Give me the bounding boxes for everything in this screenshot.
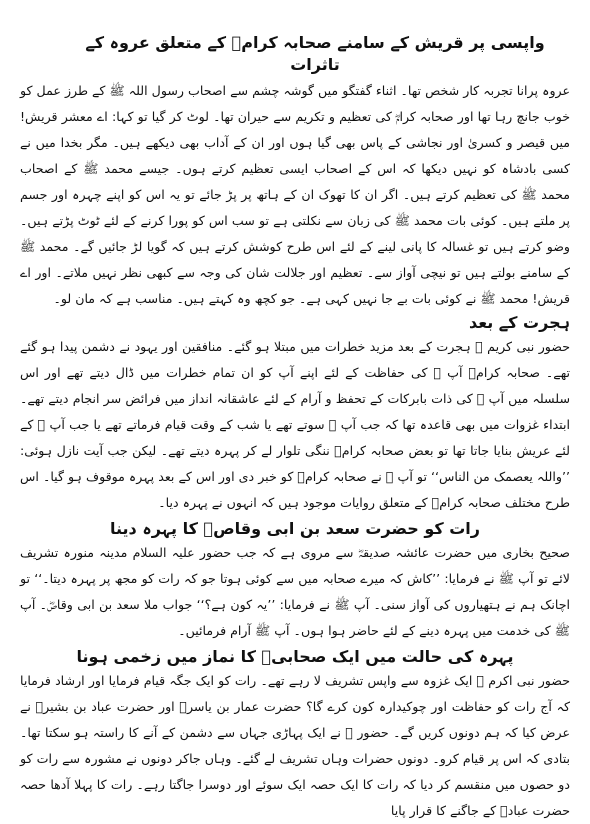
section-saad-guard xyxy=(20,518,570,644)
section-paragraph: حضور نبی اکرم ﷺ ایک غزوہ سے واپس تشریف لا رہے تھے۔ رات کو ایک جگہ قیام فرمایا اور ارشاد فرمایا کہ آج رات کو حفاظت اور چوکیدارہ کون کرے گا؟ حضرت عمار بن یاسرؓ اور حضرت عباد بن بشیرؓ نے عرض کیا کہ ہم دونوں کریں گے۔ حضور ﷺ نے ایک پہاڑی جہاں سے دشمن کے آنے کا راستہ ہو سکتا تھا۔ بتادی کہ اس پر قیام کرو۔ دونوں حضرات وہاں تشریف لے گئے۔ وہاں جاکر دونوں نے مشورہ سے رات کو دو حصوں میں منقسم کر دیا کہ رات کا ایک حصہ ایک سوئے اور دوسرا جاگتا رہے۔ رات کا پہلا آدھا حصہ حضرت عبادؓ کے جاگنے کا قرار پایا xyxy=(20,673,570,818)
section-paragraph: حضور نبی کریم ﷺ ہجرت کے بعد مزید خطرات میں مبتلا ہو گئے۔ منافقین اور یہود نے دشمن پیدا ہو گئے تھے۔ صحابہ کرامؓ آپ ﷺ کی حفاظت کے لئے اپنے آپ کو ان تمام خطرات میں ڈال دیتے تھے اور اس سلسلہ میں آپ ﷺ کی ذات بابرکات کے تحفظ و آرام کے لئے عاشقانہ انداز میں فرائض سر انجام دیتے تھے۔ ابتداء غزوات میں بھی قاعدہ تھا کہ جب آپ ﷺ سوتے تھے یا شب کے وقت قیام فرماتے تھے یا جب آپ ﷺ کے لئے عریش بنایا جاتا تھا تو بعض صحابہ کرامؓ ننگی تلوار لے کر پہرہ دیتے تھے۔ لیکن جب آیت نازل ہوئی: ’’واللہ یعصمک من الناس‘‘ تو آپ ﷺ نے صحابہ کرامؓ کو خبر دی اور اس کے بعد پہرہ موقوف ہو گیا۔ اس طرح مختلف صحابہ کرامؓ کے متعلق روایات موجود ہیں کہ انہوں نے پہرہ دیا۔ xyxy=(20,339,570,510)
section-urwa-impressions xyxy=(20,32,570,312)
section-companion-wounded xyxy=(20,646,570,824)
section-heading: رات کو حضرت سعد بن ابی وقاصؓ کا پہرہ دینا xyxy=(110,519,480,538)
section-after-hijrah xyxy=(20,312,570,516)
section-paragraph: صحیح بخاری میں حضرت عائشہ صدیقہؓ سے مروی ہے کہ جب حضور علیہ السلام مدینہ منورہ تشریف لائے تو آپ ﷺ نے فرمایا: ’’کاش کہ میرے صحابہ میں سے کوئی ہوتا جو کہ رات کو مجھ پر پہرہ دیتا۔‘‘ تو اچانک ہم نے ہتھیاروں کی آواز سنی۔ آپ ﷺ نے فرمایا: ’’یہ کون ہے؟‘‘ جواب ملا سعد بن ابی وقاصؓ۔ آپ ﷺ کی خدمت میں پہرہ دینے کے لئے حاضر ہوا ہوں۔ آپ ﷺ آرام فرمائیں۔ xyxy=(20,545,570,638)
section-heading: واپسی پر قریش کے سامنے صحابہ کرامؓ کے متعلق عروہ کے تاثرات xyxy=(85,33,545,74)
section-heading: پہرہ کی حالت میں ایک صحابیؓ کا نماز میں زخمی ہونا xyxy=(76,647,514,666)
section-paragraph: عروہ پرانا تجربہ کار شخص تھا۔ اثناء گفتگو میں گوشہ چشم سے اصحاب رسول اللہ ﷺ کے طرز عمل کو خوب جانچ رہا تھا اور صحابہ کرامؓ کی تعظیم و تکریم سے حیران تھا۔ لوٹ کر گیا تو کہا: اے معشر قریش! میں قیصر و کسریٰ اور نجاشی کے پاس بھی گیا ہوں اور ان کے آداب بھی دیکھے ہیں۔ مگر بخدا میں نے کسی بادشاہ کو نہیں دیکھا کہ اس کے اصحاب ایسی تعظیم کرتے ہوں۔ جیسے محمد ﷺ کے اصحاب محمد ﷺ کی تعظیم کرتے ہیں۔ اگر ان کا تھوک ان کے ہاتھ پر پڑ جائے تو یہ اس کو اپنے چہرہ اور جسم پر ملتے ہیں۔ کوئی بات محمد ﷺ کی زبان سے نکلتی ہے تو سب اس کو پورا کرنے کے لئے ٹوٹ پڑتے ہیں۔ وضو کرتے ہیں تو غسالہ کا پانی لینے کے لئے اس طرح کوشش کرتے ہیں کہ گویا لڑ جائیں گے۔ محمد ﷺ کے سامنے بولتے ہیں تو نیچی آواز سے۔ تعظیم اور جلالت شان کی وجہ سے کبھی نظر نہیں ملاتے۔ اور اے قریش! محمد ﷺ نے کوئی بات بے جا نہیں کہی ہے۔ جو کچھ وہ کہتے ہیں۔ مناسب ہے کہ مان لو۔ xyxy=(20,83,570,306)
section-heading: ہجرت کے بعد xyxy=(468,313,570,332)
